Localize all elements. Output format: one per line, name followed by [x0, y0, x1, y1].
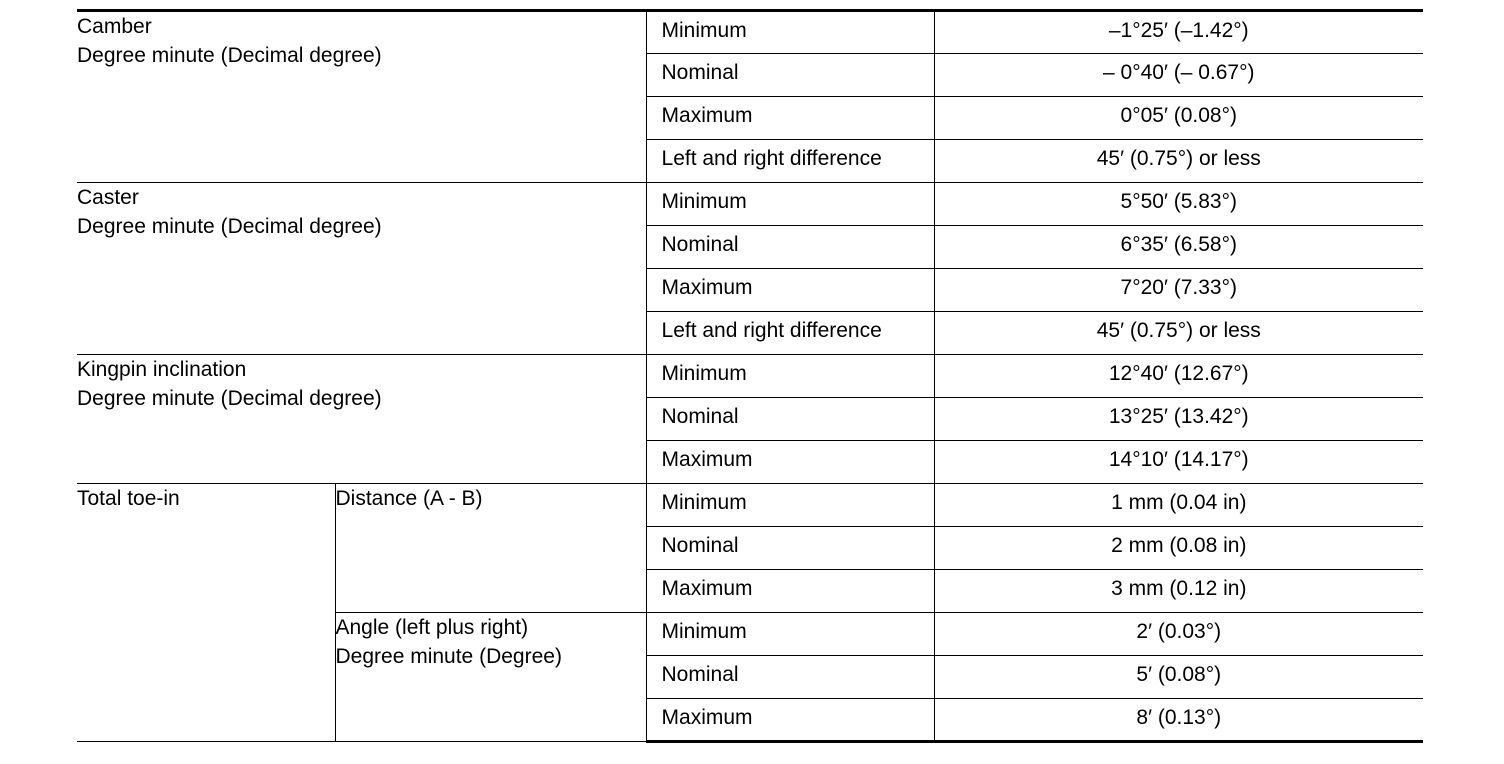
value-cell: 8′ (0.13°)	[934, 699, 1423, 742]
level-cell: Minimum	[646, 183, 934, 226]
subgroup-title: Angle (left plus right)	[335, 616, 529, 639]
group-title: Total toe-in	[77, 487, 180, 510]
level-cell: Maximum	[646, 441, 934, 484]
group-unit: Degree minute (Decimal degree)	[77, 215, 382, 238]
level-cell: Left and right difference	[646, 140, 934, 183]
subgroup-title: Distance (A - B)	[335, 487, 483, 510]
value-cell: 1 mm (0.04 in)	[934, 484, 1423, 527]
level-cell: Maximum	[646, 570, 934, 613]
value-cell: 12°40′ (12.67°)	[934, 355, 1423, 398]
wheel-alignment-spec-table	[77, 9, 1423, 743]
level-cell: Left and right difference	[646, 312, 934, 355]
value-cell: 45′ (0.75°) or less	[934, 140, 1423, 183]
group-title: Caster	[77, 186, 139, 209]
level-cell: Minimum	[646, 484, 934, 527]
table-row	[77, 484, 1423, 527]
value-cell: 5′ (0.08°)	[934, 656, 1423, 699]
value-cell: 2 mm (0.08 in)	[934, 527, 1423, 570]
value-cell: – 0°40′ (– 0.67°)	[934, 54, 1423, 97]
level-cell: Nominal	[646, 54, 934, 97]
subgroup-unit: Degree minute (Degree)	[335, 645, 562, 668]
level-cell: Maximum	[646, 269, 934, 312]
value-cell: 5°50′ (5.83°)	[934, 183, 1423, 226]
value-cell: 45′ (0.75°) or less	[934, 312, 1423, 355]
value-cell: 3 mm (0.12 in)	[934, 570, 1423, 613]
value-cell: 6°35′ (6.58°)	[934, 226, 1423, 269]
distance-label-cell	[335, 484, 646, 613]
table-row	[77, 355, 1423, 398]
group-title: Kingpin inclination	[77, 358, 247, 381]
level-cell: Minimum	[646, 613, 934, 656]
level-cell: Maximum	[646, 97, 934, 140]
value-cell: 7°20′ (7.33°)	[934, 269, 1423, 312]
value-cell: 13°25′ (13.42°)	[934, 398, 1423, 441]
group-unit: Degree minute (Decimal degree)	[77, 387, 382, 410]
value-cell: 0°05′ (0.08°)	[934, 97, 1423, 140]
value-cell: 2′ (0.03°)	[934, 613, 1423, 656]
group-title: Camber	[77, 15, 152, 38]
level-cell: Nominal	[646, 398, 934, 441]
camber-label-cell	[77, 11, 646, 183]
kingpin-label-cell	[77, 355, 646, 484]
level-cell: Nominal	[646, 527, 934, 570]
value-cell: 14°10′ (14.17°)	[934, 441, 1423, 484]
level-cell: Minimum	[646, 355, 934, 398]
level-cell: Minimum	[646, 11, 934, 54]
table-row	[77, 183, 1423, 226]
table-row	[77, 11, 1423, 54]
level-cell: Nominal	[646, 656, 934, 699]
caster-label-cell	[77, 183, 646, 355]
angle-label-cell	[335, 613, 646, 742]
value-cell: –1°25′ (–1.42°)	[934, 11, 1423, 54]
level-cell: Nominal	[646, 226, 934, 269]
toe-in-label-cell	[77, 484, 335, 742]
group-unit: Degree minute (Decimal degree)	[77, 44, 382, 67]
level-cell: Maximum	[646, 699, 934, 742]
